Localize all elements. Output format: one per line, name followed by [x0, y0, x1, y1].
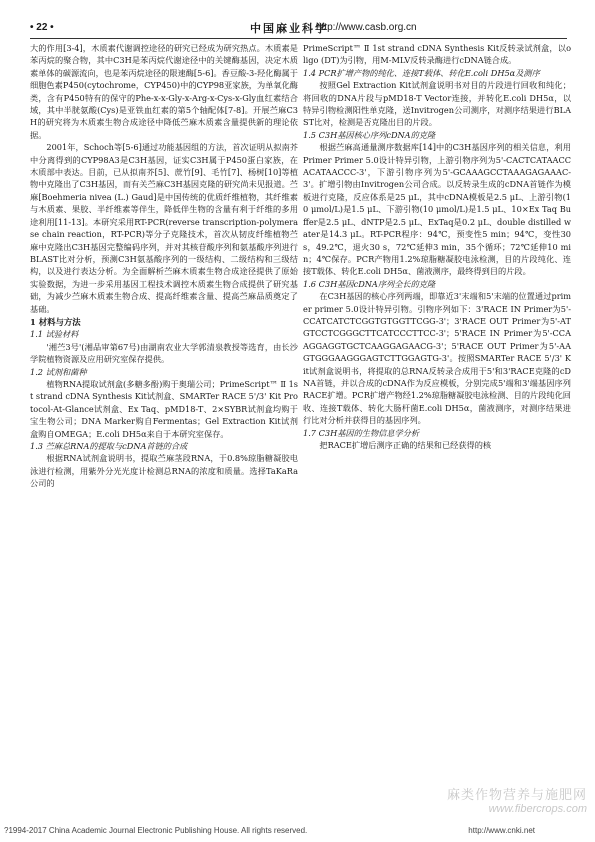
body-paragraph: 2001年，Schoch等[5-6]通过功能基因组的方法，首次证明从拟南芥中分离得到的CYP98A3是C3H基因，证实C3H属于P450蛋白家族，在木质部中表达。目前，已从拟南芥[5]、蔗竹[9]、毛竹[7]、杨树[10]等植物中克隆出了C3H基因，而有关苎麻C3H基因克隆的研究尚未见报道。苎麻[Boehmeria nivea (L.) Gaud]是中国传统的优质纤维植物，其纤维素与木质素、果胶、半纤维素等伴生，降低伴生物的含量有利于纤维的多用途利用[11-13]。本研究采用RT-PCR(reverse transcription-polymerase chain reaction，RT-PCR)等分子克隆技术，首次从韧皮纤维植物苎麻中克隆出C3H基因完整编码序列，并对其核苷酸序列和氨基酸序列进行BLAST比对分析，预测C3H氨基酸序列的一级结构、二级结构和三级结构，以及进行表达分析。为全面解析苎麻木质素生物合成途径提供了原始实验数据，为进一步采用基因工程技术调控木质素生物合成提供了研究基础，为减少苎麻木质素生物合成、提高纤维素含量、提高苎麻品质奠定了基础。	[30, 142, 298, 314]
subsection-heading: 1.1 试验材料	[30, 329, 79, 340]
body-paragraph: PrimeScript™ Ⅱ 1st strand cDNA Synthesis Kit反转录试剂盒，以oligo (DT)为引物，用M-MLV反转录酶进行cDNA链合成。	[303, 43, 571, 66]
body-paragraph: 植物RNA提取试剂盒(多糖多酚)购于奥瑞公司；PrimeScript™ Ⅱ 1st strand cDNA Synthesis Kit试剂盒、SMARTer RACE 5'/3' Kit Protocol-At-Glance试剂盒、Ex Taq、pMD18-T、2×SYBR试剂盒均购于宝生物公司；DNA Marker购自Fermentas；Gel Extraction Kit试剂盒购自OMEGA；E.coli DH5α来自于本研究室保存。	[30, 378, 298, 439]
subsection-heading: 1.6 C3H基因cDNA序列全长的克隆	[303, 278, 436, 289]
section-heading: 1 材料与方法	[30, 316, 81, 327]
watermark	[447, 784, 587, 815]
subsection-heading: 1.7 C3H基因的生物信息学分析	[303, 427, 420, 438]
body-paragraph: 根据苎麻高通量测序数据库[14]中的C3H基因序列的相关信息，利用Primer Primer 5.0设计特异引物，上游引物序列为5'-CACTCATAACCACATAACCC-3'，下游引物序列为5'-GCAAAGCCTAAAGAGAAAC-3'。扩增引物由Invitrogen公司合成。以反转录生成的cDNA首链作为模板进行克隆，反应体系是25 μL，其中cDNA模板是2.5 μL、上游引物(10 μmol/L)是1.5 μL、下游引物(10 μmol/L)是1.5 μL、10×Ex Taq Buffer是2.5 μL、dNTP是2.5 μL、ExTaq是0.2 μL、double distilled water是14.3 μL。RT-PCR程序：94℃，预变性5 min；94℃，变性30 s，49.2℃，退火30 s，72℃延伸3 min，35个循环；72℃延伸10 min；4℃保存。PCR产物用1.2%琼脂糖凝胶电泳检测，目的片段纯化、连接T载体、转化E.coli DH5α、菌液测序，最终得到目的片段。	[303, 142, 571, 277]
body-paragraph: '湘苎3号'(湘品审第67号)由湖南农业大学郭清泉教授等选育，由长沙学院植物资源及应用研究室保存提供。	[30, 341, 298, 365]
body-paragraph: 根据RNA试剂盒说明书，提取苎麻茎段RNA，于0.8%琼脂糖凝胶电泳进行检测，用紫外分光光度计检测总RNA的浓度和质量。选择TaKaRa公司的	[30, 453, 298, 489]
header-rule	[30, 38, 567, 39]
page-number: • 22 •	[30, 22, 54, 33]
right-column	[303, 42, 571, 451]
subsection-heading: 1.5 C3H基因核心序列cDNA的克隆	[303, 129, 436, 140]
watermark-text: 麻类作物营养与施肥网	[446, 787, 587, 802]
subsection-heading: 1.4 PCR扩增产物的纯化、连接T载体、转化E.coli DH5α及测序	[303, 67, 540, 78]
body-paragraph: 把RACE扩增后测序正确的结果和已经获得的核	[319, 440, 492, 450]
subsection-heading: 1.3 苎麻总RNA的提取与cDNA首链的合成	[30, 441, 188, 451]
watermark-url: www.fibercrops.com	[488, 803, 587, 815]
body-paragraph: 大的作用[3-4]，木质素代谢调控途径的研究已经成为研究热点。木质素是苯丙烷的聚合物，其中C3H是苯丙烷代谢途径中的关键酶基因，决定木质素单体的碳源流向，也是苯丙烷途径的限速酶[5-6]。香豆酸-3-羟化酶属于细胞色素P450(cytochrome，CYP450)中的CYP98亚家族，为单氧化酶类，含有P450特有的保守的Phe-x-x-Gly-x-Arg-x-Cys-x-Gly血红素结合域，其中半胱氨酸(Cys)是亚铁血红素的第5个轴配体[7-8]。开展苎麻C3H的研究将为木质素生物合成途径中降低苎麻木质素含量提供新的理论依据。	[30, 43, 298, 140]
journal-url[interactable]: http://www.casb.org.cn	[316, 22, 417, 33]
body-paragraph: 在C3H基因的核心序列两端，即靠近3'末端和5'末端的位置通过primer primer 5.0设计特异引物。引物序列如下：3'RACE IN Primer为5'-CCATCATCTCGGTGTGGTTCGG-3'；3'RACE OUT Primer为5'-ATGTCCTCGGGCTTCATCCCTTCC-3'；5'RACE IN Primer为5'-CCAAGGAGGTGCTCAAGGAGAACG-3'；5'RACE OUT Primer为5'-AAGTGGGAAGGGAGTCTTGGAGTG-3'。按照SMARTer RACE 5'/3' Kit试剂盒说明书，将提取的总RNA反转录合成用于5'和3'RACE克隆的cDNA首链，并以合成的cDNA作为反应模板，分别完成5'端和3'端基因序列RACE扩增。PCR扩增产物经1.2%琼脂糖凝胶电泳检测、目的片段纯化回收、连接T载体、转化大肠杆菌E.coli DH5α，菌液测序，对测序结果进行比对分析并获得目的基因序列。	[303, 291, 571, 426]
copyright-notice: ?1994-2017 China Academic Journal Electronic Publishing House. All rights reserved.	[4, 826, 308, 835]
subsection-heading: 1.2 试剂和菌种	[30, 366, 87, 377]
cnki-link[interactable]: http://www.cnki.net	[468, 826, 535, 835]
left-column	[30, 42, 298, 490]
body-paragraph: 按照Gel Extraction Kit试剂盒说明书对目的片段进行回收和纯化；将回收的DNA片段与pMD18-T Vector连接，并转化E.coli DH5α，以特异引物检测阳性单克隆，送Invitrogen公司测序，对测序结果进行BLAST比对，检测是否克隆出目的片段。	[303, 80, 571, 128]
journal-name: 中国麻业科学	[250, 22, 328, 35]
